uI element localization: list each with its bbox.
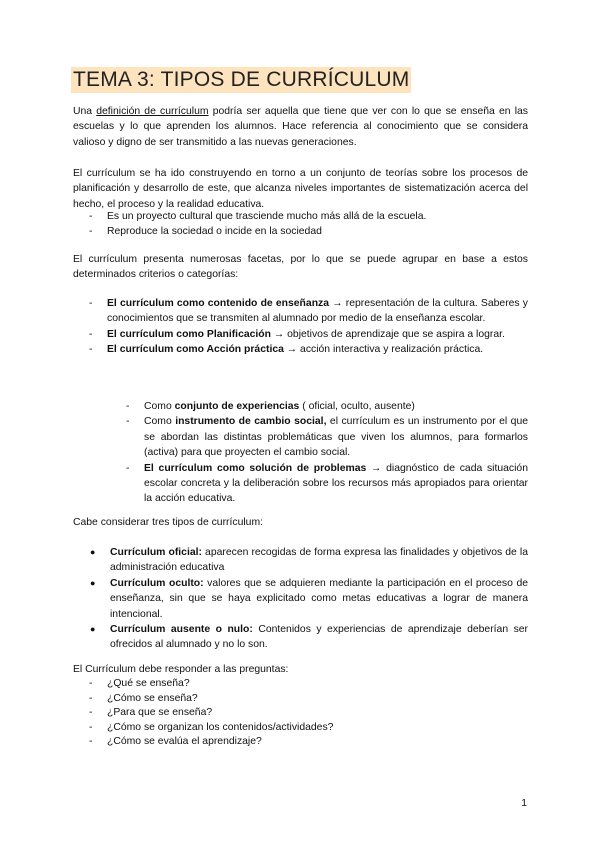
list-item: - ¿Cómo se evalúa el aprendizaje? xyxy=(89,736,262,747)
list-item: ● Currículum oficial: aparecen recogidas de forma expresa las finalidades y objetivos de la administración educativa xyxy=(90,547,528,574)
list-item: - Es un proyecto cultural que trasciende mucho más allá de la escuela. xyxy=(89,211,427,222)
list-item: - ¿Qué se enseña? xyxy=(89,678,190,689)
page-number: 1 xyxy=(521,798,527,809)
list-item: - El currículum como Acción práctica → acción interactiva y realización práctica. xyxy=(89,344,484,356)
list-item: - ¿Cómo se organizan los contenidos/actividades? xyxy=(89,721,334,733)
intro-paragraph: Una definición de currículum podría ser aquella que tiene que ver con lo que se enseña en las escuelas y lo que aprenden los alumnos. Hace referencia al conocimiento que se considera valioso y digno de ser transmitido a las nuevas generaciones. xyxy=(73,106,528,148)
list-item: - ¿Para que se enseña? xyxy=(89,707,213,718)
list-item: - ¿Cómo se enseña? xyxy=(89,692,198,704)
facets-paragraph: El currículum presenta numerosas facetas, por lo que se puede agrupar en base a estos determinados criterios o categorías: xyxy=(73,254,528,281)
types-list xyxy=(73,545,528,653)
list-item: - Como instrumento de cambio social, el currículum es un instrumento por el que se abordan las distintas problemáticas que viven los alumnos, para formarlos (activa) para que proyecten el cambio social. xyxy=(126,416,529,459)
list-item: - Reproduce la sociedad o incide en la sociedad xyxy=(89,226,322,238)
construction-list xyxy=(73,209,528,240)
list-item: - El currículum como contenido de enseñanza → representación de la cultura. Saberes y conocimientos que se transmiten al alumnado por medio de la enseñanza escolar. xyxy=(89,298,528,325)
types-paragraph: Cabe considerar tres tipos de currículum: xyxy=(73,517,263,528)
page-title: TEMA 3: TIPOS DE CURRÍCULUM xyxy=(73,68,410,91)
practice-sublist xyxy=(73,399,528,507)
questions-intro: El Currículum debe responder a las preguntas: xyxy=(73,664,289,675)
list-item: ● Currículum oculto: valores que se adquieren mediante la participación en el proceso de enseñanza, sin que se haya explicitado como metas educativas a lograr de manera intencional. xyxy=(90,577,529,620)
list-item: - Como conjunto de experiencias ( oficial, oculto, ausente) xyxy=(126,401,415,412)
list-item: - El currículum como solución de problemas → diagnóstico de cada situación escolar concreta y la deliberación sobre los recursos más apropiados para orientar la acción educativa. xyxy=(126,462,528,505)
list-item: ● Currículum ausente o nulo: Contenidos y experiencias de aprendizaje deberían ser ofrecidos al alumnado y no lo son. xyxy=(90,624,529,651)
facets-list xyxy=(73,296,528,358)
list-item: - El currículum como Planificación → objetivos de aprendizaje que se aspira a lograr. xyxy=(89,328,505,340)
questions-list xyxy=(73,677,528,750)
construction-paragraph: El currículum se ha ido construyendo en torno a un conjunto de teorías sobre los procesos de planificación y desarrollo de este, que alcanza niveles importantes de sistematización acerca del hecho, el proceso y la realidad educativa. xyxy=(73,168,528,210)
definition-term: definición de currículum xyxy=(96,106,209,117)
